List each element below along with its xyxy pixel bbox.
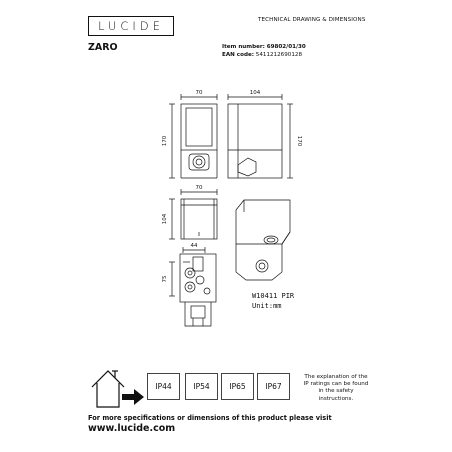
unit-line: Unit:mm	[252, 302, 282, 310]
footer-website-link[interactable]: www.lucide.com	[88, 423, 176, 434]
dim-side-height: 170	[296, 135, 302, 147]
top-view	[169, 189, 217, 239]
model-line: W10411 PIR	[252, 292, 295, 300]
dim-front-height: 170	[162, 135, 168, 147]
product-meta	[222, 43, 306, 59]
model-note	[252, 291, 294, 311]
side-view	[228, 94, 293, 178]
ean-value: 5411212690128	[255, 52, 303, 58]
dim-top-depth: 104	[162, 213, 168, 225]
ip-rating-badge: IP44	[147, 373, 180, 400]
product-name: ZARO	[88, 42, 118, 53]
item-number-label: Item number:	[222, 44, 265, 50]
dim-side-width: 104	[249, 90, 261, 96]
ip-rating-badge: IP65	[221, 373, 254, 400]
technical-drawing	[88, 62, 378, 372]
mounting-plate	[169, 247, 216, 326]
dim-mount-width: 44	[190, 243, 198, 249]
ip-rating-badge: IP67	[257, 373, 290, 400]
dim-mount-height: 75	[162, 275, 168, 283]
dim-top-width: 70	[195, 185, 203, 191]
ip-rating-badge: IP54	[185, 373, 218, 400]
dim-front-width: 70	[195, 90, 203, 96]
ean-label: EAN code:	[222, 52, 254, 58]
brand-logo	[88, 16, 174, 36]
ip-explanation-note: The explanation of the IP ratings can be found in the safety instructions.	[303, 374, 369, 402]
footer-specs-text: For more specifications or dimensions of this product please visit	[88, 414, 332, 422]
front-view	[169, 94, 217, 178]
brand-logo-text: LUCIDE	[98, 19, 164, 33]
item-number-value: 69802/01/30	[266, 44, 306, 50]
document-title: TECHNICAL DRAWING & DIMENSIONS	[258, 17, 366, 23]
house-icon	[88, 365, 146, 413]
perspective-view	[236, 200, 290, 280]
